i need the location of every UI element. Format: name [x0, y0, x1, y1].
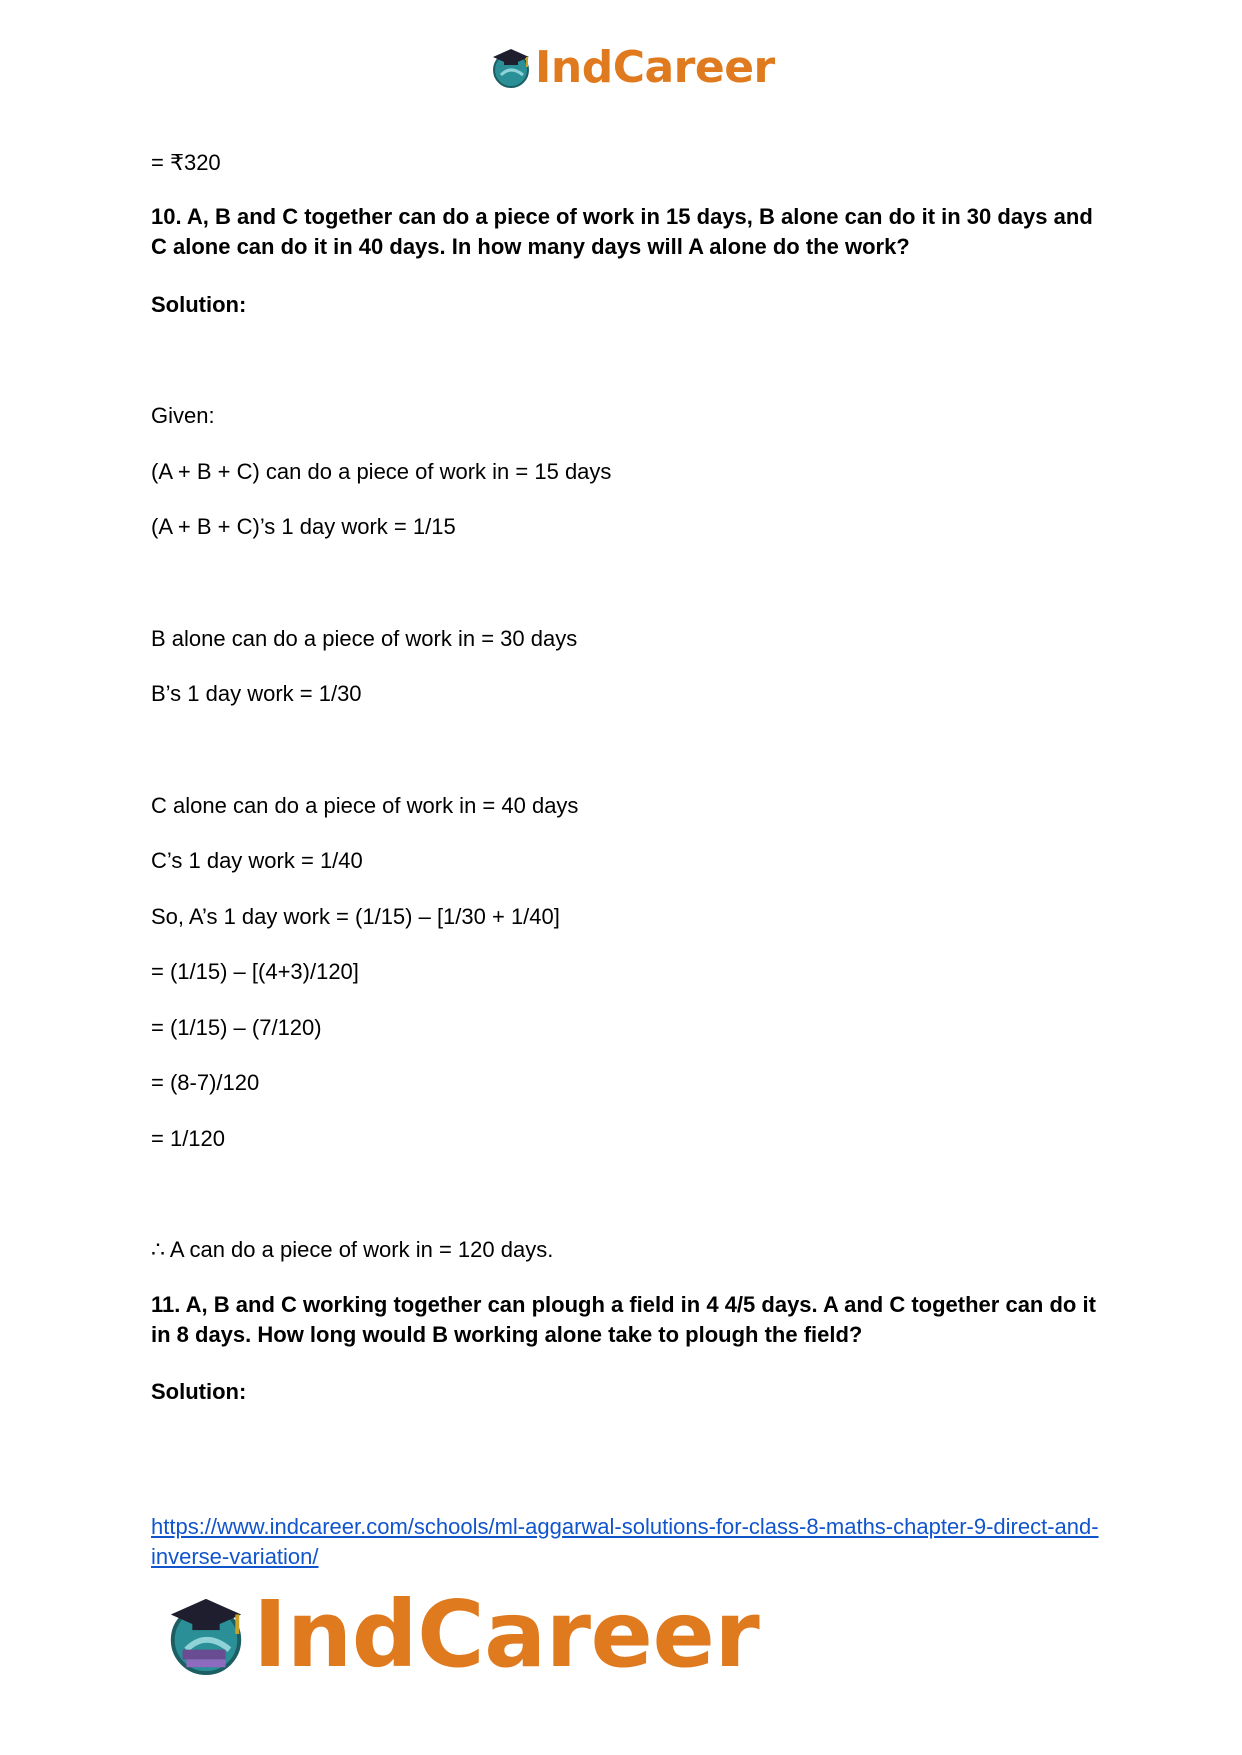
source-link[interactable]: https://www.indcareer.com/schools/ml-aggarwal-solutions-for-class-8-maths-chapter-9-direct-and-inverse-variation/ [151, 1514, 1099, 1569]
header-logo [489, 42, 775, 92]
result-line: = ₹320 [151, 150, 221, 175]
footer-logo [163, 1582, 759, 1686]
solution-line: = 1/120 [151, 1126, 226, 1151]
solution-line: = (1/15) – [(4+3)/120] [151, 959, 359, 984]
graduation-cap-globe-icon [489, 45, 533, 89]
solution-line: = (8-7)/120 [151, 1070, 260, 1095]
solution-line: C alone can do a piece of work in = 40 days [151, 793, 579, 818]
solution-heading: Solution: [151, 1379, 247, 1404]
question-10: 10. A, B and C together can do a piece of work in 15 days, B alone can do it in 30 days and C alone can do it in 40 days. In how many days will A alone do the work? [151, 204, 1093, 259]
solution-heading: Solution: [151, 292, 247, 317]
solution-line: B alone can do a piece of work in = 30 days [151, 626, 578, 651]
solution-line: So, A’s 1 day work = (1/15) – [1/30 + 1/40] [151, 904, 560, 929]
logo-text: IndCareer [253, 1580, 760, 1688]
solution-line: C’s 1 day work = 1/40 [151, 848, 363, 873]
logo-text: IndCareer [535, 41, 775, 93]
solution-line: (A + B + C)’s 1 day work = 1/15 [151, 514, 456, 539]
solution-line: = (1/15) – (7/120) [151, 1015, 322, 1040]
question-11: 11. A, B and C working together can plough a field in 4 4/5 days. A and C together can do it in 8 days. How long would B working alone take to plough the field? [151, 1292, 1096, 1347]
conclusion-line: ∴ A can do a piece of work in = 120 days. [151, 1237, 554, 1262]
graduation-cap-globe-icon [163, 1591, 249, 1677]
solution-line: (A + B + C) can do a piece of work in = 15 days [151, 459, 612, 484]
solution-line: Given: [151, 403, 215, 428]
solution-line: B’s 1 day work = 1/30 [151, 681, 362, 706]
